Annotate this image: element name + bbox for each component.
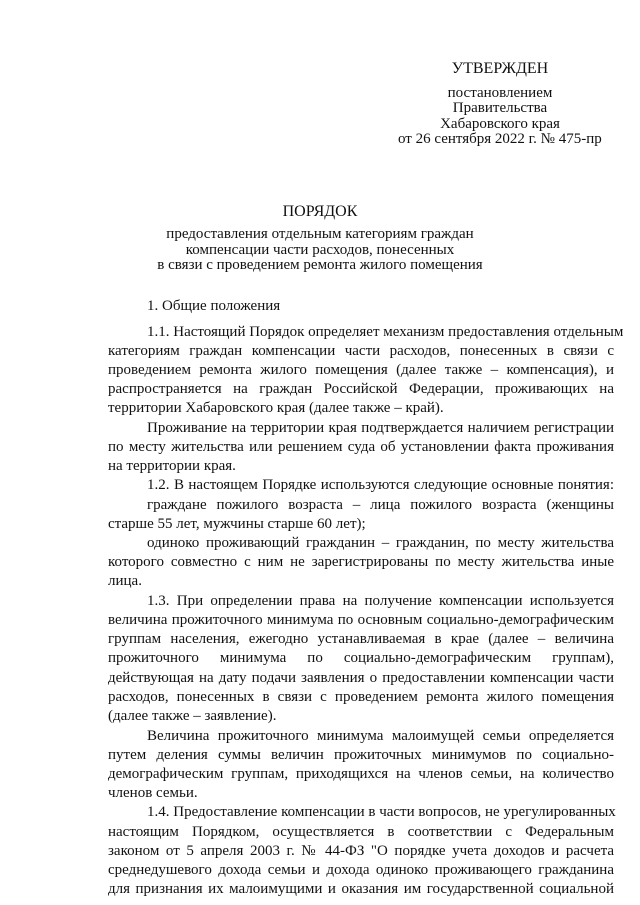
text-line: лица. <box>108 573 142 589</box>
text-line: среднедушевого дохода семьи и дохода одиноко проживающего гражданина <box>108 862 614 878</box>
approval-line: Хабаровского края <box>440 116 560 132</box>
text-line: 1.1. Настоящий Порядок определяет механизм предоставления отдельным <box>147 324 624 340</box>
text-line: действующая на дату подачи заявления о предоставлении компенсации части <box>108 670 614 686</box>
text-line: на территории края. <box>108 458 236 474</box>
section-heading: 1. Общие положения <box>147 298 281 314</box>
text-line: величина прожиточного минимума по основным социально-демографическим <box>108 612 614 628</box>
text-line: распространяется на граждан Российской Федерации, проживающих на <box>108 381 614 397</box>
approval-line: постановлением <box>447 85 553 101</box>
text-line: которого совместно с ним не зарегистрированы по месту жительства иные <box>108 554 614 570</box>
text-line: территории Хабаровского края (далее также – край). <box>108 400 444 416</box>
text-line: 1.4. Предоставление компенсации в части вопросов, не урегулированных <box>147 804 616 820</box>
text-line: членов семьи. <box>108 785 198 801</box>
text-line: демографическим группам, приходящихся на членов семьи, на количество <box>108 766 614 782</box>
text-line: прожиточного минимума по социально-демографическим группам), <box>108 650 614 666</box>
text-line: одиноко проживающий гражданин – гражданин, по месту жительства <box>147 535 614 551</box>
approval-title: УТВЕРЖДЕН <box>451 60 549 77</box>
approval-date: от 26 сентября 2022 г. № 475-пр <box>398 131 602 147</box>
document-subtitle: в связи с проведением ремонта жилого помещения <box>157 257 483 273</box>
text-line: 1.2. В настоящем Порядке используются следующие основные понятия: <box>147 477 614 493</box>
text-line: путем деления суммы величин прожиточных минимумов по социально- <box>108 747 614 763</box>
text-line: Величина прожиточного минимума малоимущей семьи определяется <box>147 728 614 744</box>
document-subtitle: компенсации части расходов, понесенных <box>185 242 455 258</box>
text-line: граждане пожилого возраста – лица пожилого возраста (женщины <box>147 497 614 513</box>
text-line: расходов, понесенных в связи с проведением ремонта жилого помещения <box>108 689 614 705</box>
text-line: проведением ремонта жилого помещения (далее также – компенсация), и <box>108 362 614 378</box>
text-line: законом от 5 апреля 2003 г. № 44-ФЗ "О порядке учета доходов и расчета <box>108 843 614 859</box>
approval-line: Правительства <box>452 100 548 116</box>
text-line: Проживание на территории края подтверждается наличием регистрации <box>147 420 614 436</box>
text-line: категориям граждан компенсации части расходов, понесенных в связи с <box>108 343 614 359</box>
document-subtitle: предоставления отдельным категориям граждан <box>166 226 474 242</box>
text-line: группам населения, ежегодно устанавливаемая в крае (далее – величина <box>108 631 614 647</box>
text-line: 1.3. При определении права на получение компенсации используется <box>147 593 614 609</box>
document-title: ПОРЯДОК <box>282 203 358 220</box>
text-line: (далее также – заявление). <box>108 708 277 724</box>
text-line: для признания их малоимущими и оказания им государственной социальной <box>108 881 614 897</box>
text-line: настоящим Порядком, осуществляется в соответствии с Федеральным <box>108 824 614 840</box>
text-line: старше 55 лет, мужчины старше 60 лет); <box>108 516 366 532</box>
text-line: по месту жительства или решением суда об установлении факта проживания <box>108 439 614 455</box>
